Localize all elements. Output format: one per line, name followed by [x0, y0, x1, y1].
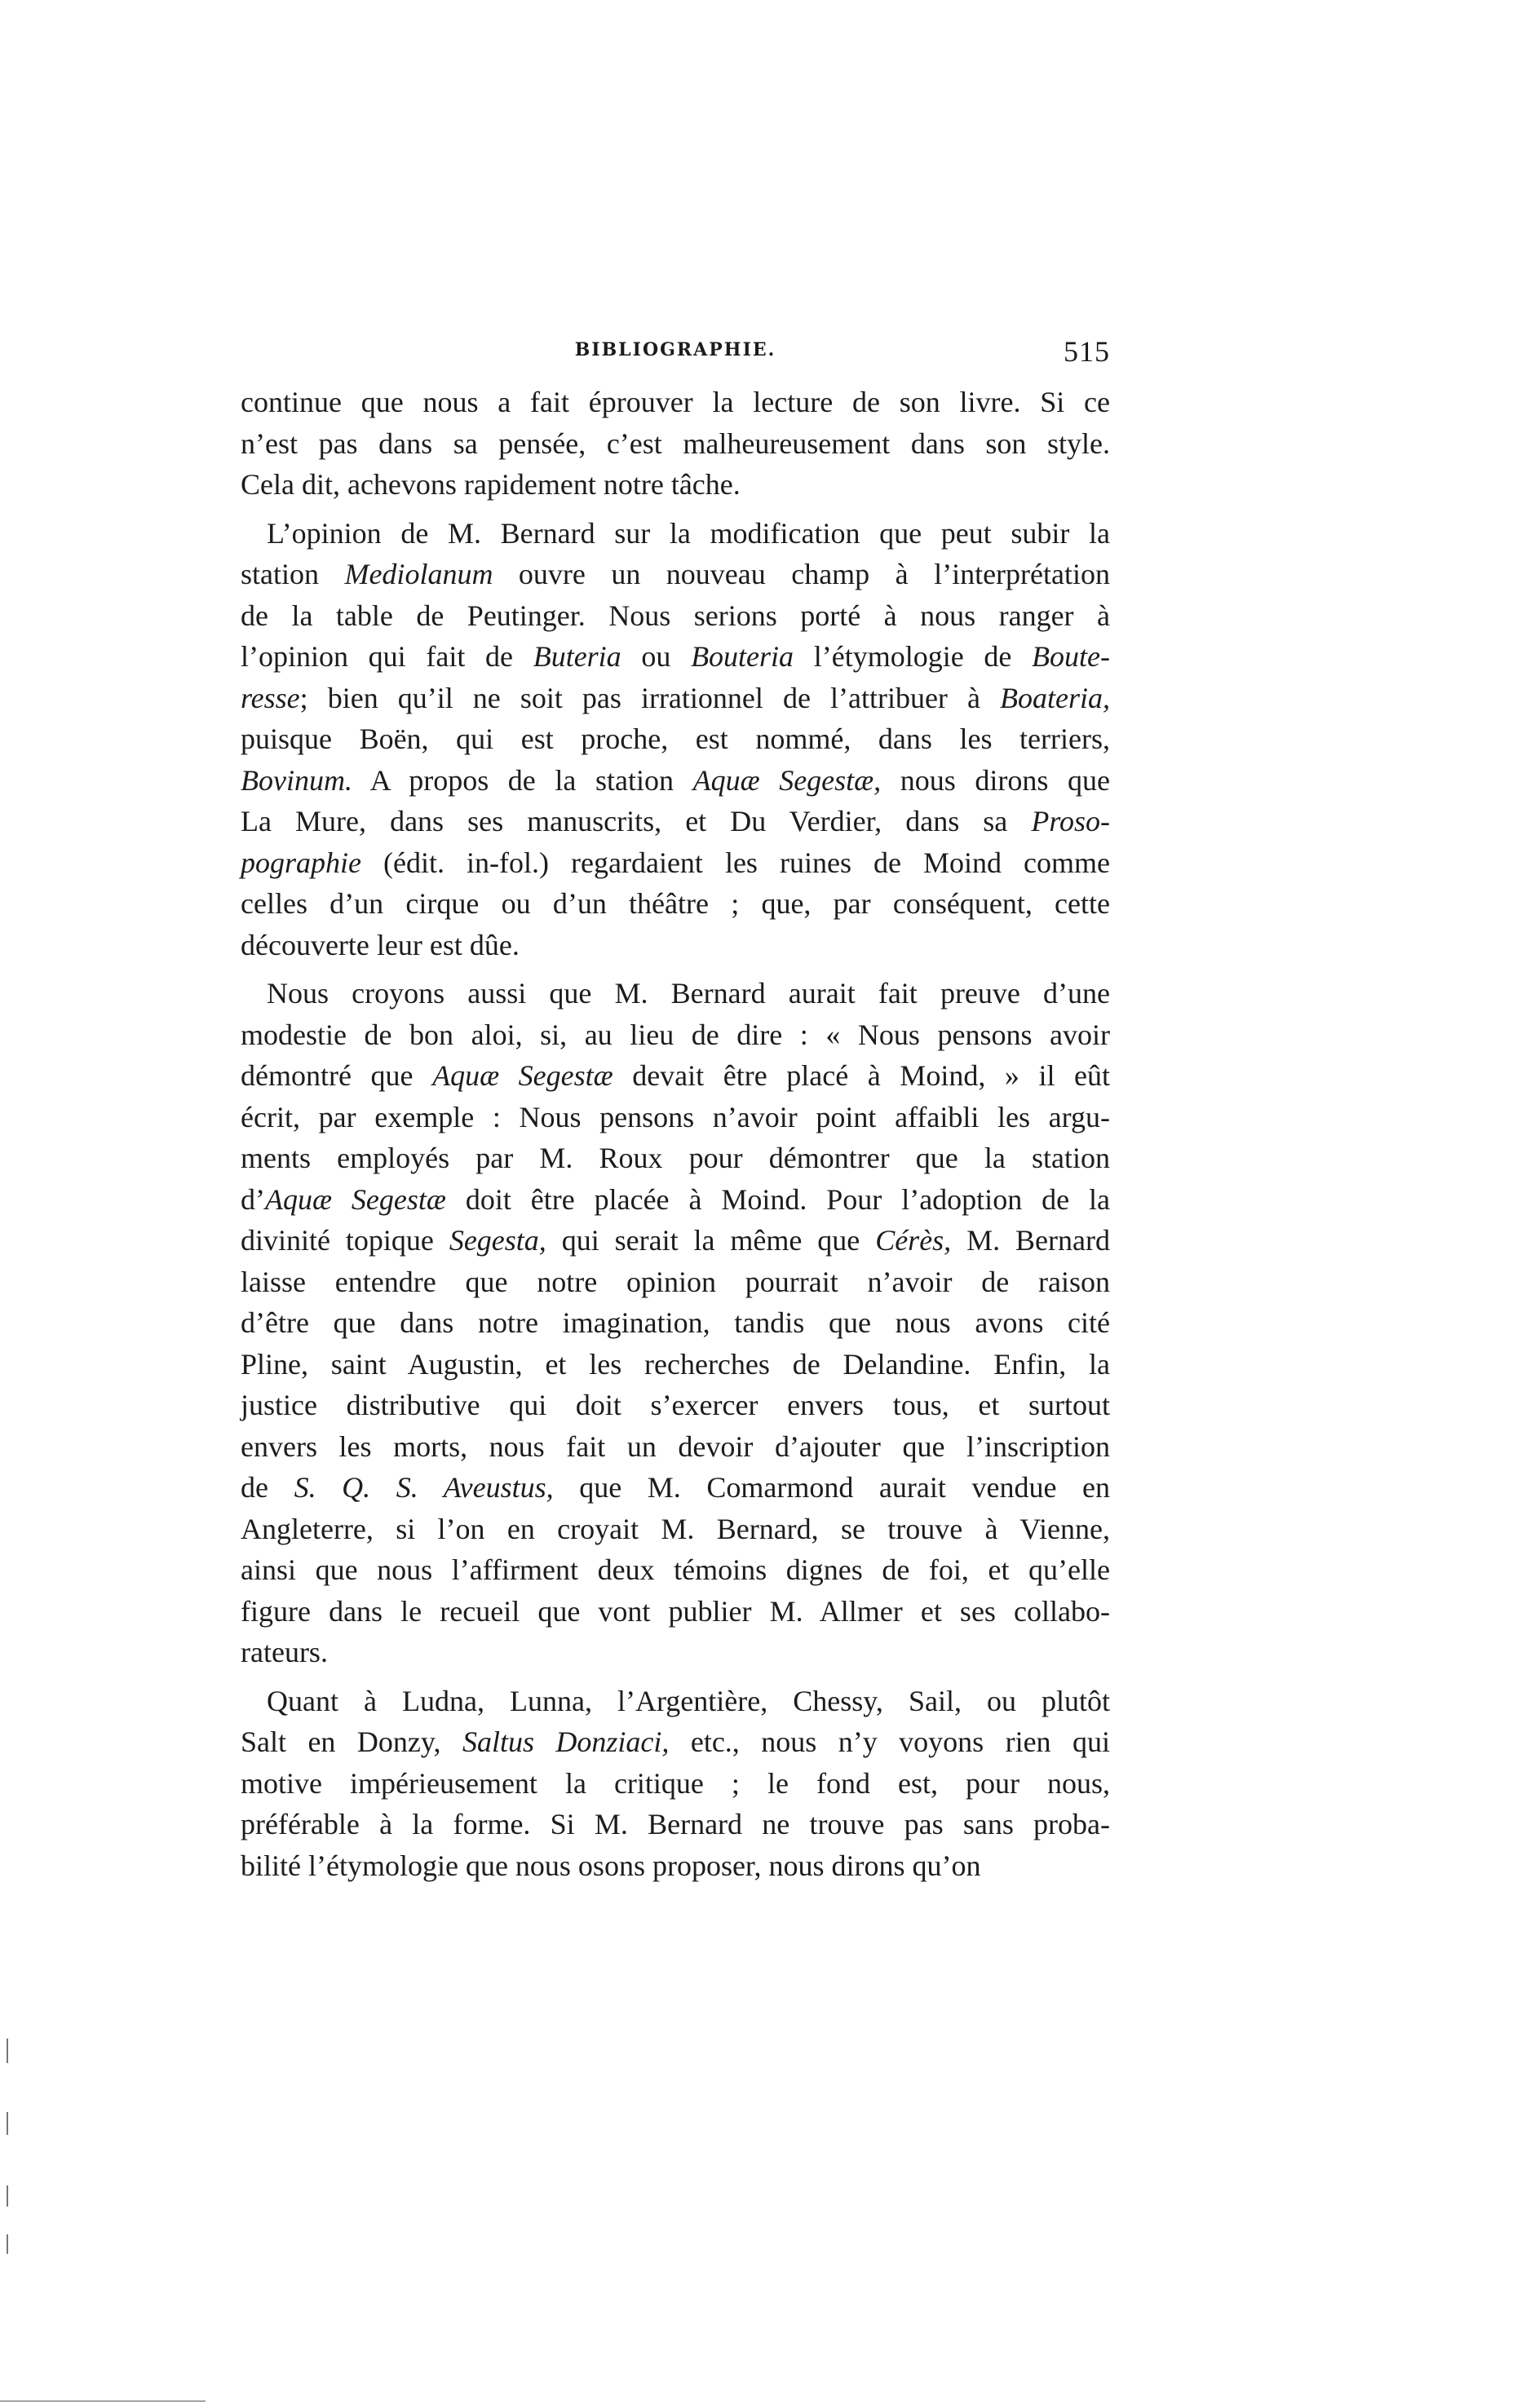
text-line [241, 636, 1110, 678]
text-segment: Salt en Donzy, [241, 1725, 462, 1758]
text-segment: Pline, saint Augustin, et les recherches de Delandine. Enfin, la [241, 1347, 1110, 1381]
text-segment: Angleterre, si l’on en croyait M. Bernard, se trouve à Vienne, [241, 1512, 1110, 1545]
text-line [241, 1302, 1110, 1344]
text-line [241, 382, 1110, 423]
italic-text: Segesta, [449, 1224, 546, 1257]
text-line [241, 842, 1110, 884]
italic-text: resse [241, 681, 300, 714]
text-line [241, 1845, 1110, 1887]
text-segment: d’être que dans notre imagination, tandis que nous avons cité [241, 1306, 1110, 1339]
text-line [241, 423, 1110, 465]
text-segment: divinité topique [241, 1224, 449, 1257]
italic-text: Bouteria [691, 640, 794, 673]
text-segment: Cela dit, achevons rapidement notre tâche. [241, 468, 741, 501]
italic-text: Boateria, [1000, 681, 1110, 714]
text-line [241, 1179, 1110, 1221]
text-line [241, 1721, 1110, 1763]
text-segment: justice distributive qui doit s’exercer envers tous, et surtout [241, 1389, 1110, 1421]
text-line [241, 973, 1110, 1014]
paragraph [241, 382, 1110, 506]
margin-tick [7, 2039, 8, 2063]
running-title: BIBLIOGRAPHIE. [574, 339, 776, 360]
text-segment: A propos de la station [352, 763, 693, 797]
text-segment: que M. Comarmond aurait vendue en [553, 1471, 1110, 1504]
text-line [241, 1344, 1110, 1385]
text-segment: La Mure, dans ses manuscrits, et Du Verdier, dans sa [241, 805, 1032, 837]
text-segment: Quant à Ludna, Lunna, l’Argentière, Chessy, Sail, ou plutôt [267, 1684, 1110, 1717]
italic-text: Buteria [533, 640, 621, 673]
text-line [241, 1426, 1110, 1468]
text-segment: envers les morts, nous fait un devoir d’ajouter que l’inscription [241, 1429, 1110, 1463]
text-segment: ainsi que nous l’affirment deux témoins dignes de foi, et qu’elle [241, 1553, 1110, 1586]
margin-tick [7, 2234, 8, 2254]
text-segment: démontré que [241, 1059, 433, 1092]
margin-tick [7, 2185, 8, 2207]
text-line [241, 1509, 1110, 1550]
italic-text: Saltus Donziaci, [462, 1725, 670, 1758]
text-line [241, 1138, 1110, 1179]
text-line [241, 678, 1110, 719]
text-segment: nous dirons que [881, 763, 1110, 797]
text-line [241, 1591, 1110, 1633]
text-line [241, 1467, 1110, 1509]
text-segment: L’opinion de M. Bernard sur la modification que peut subir la [267, 516, 1110, 550]
text-segment: ouvre un nouveau champ à l’interprétation [493, 558, 1110, 590]
italic-text: Mediolanum [344, 558, 493, 590]
page-number: 515 [1064, 335, 1110, 368]
text-segment: etc., nous n’y voyons rien qui [669, 1725, 1110, 1758]
text-segment: préférable à la forme. Si M. Bernard ne trouve pas sans proba- [241, 1808, 1110, 1840]
text-segment: (édit. in-fol.) regardaient les ruines de Moind comme [361, 846, 1110, 879]
italic-text: Aquæ Segestæ [432, 1059, 613, 1092]
text-line [241, 801, 1110, 842]
text-line [241, 464, 1110, 506]
text-segment: de [241, 1471, 294, 1504]
text-segment: devait être placé à Moind, » il eût [613, 1059, 1111, 1092]
text-line [241, 513, 1110, 555]
paragraph [241, 1681, 1110, 1887]
text-line [241, 1261, 1110, 1303]
text-segment: station [241, 558, 345, 590]
body-text [241, 382, 1110, 1964]
paragraph [241, 513, 1110, 966]
italic-text: S. Q. S. Aveustus, [294, 1471, 554, 1504]
text-line [241, 760, 1110, 802]
text-segment: n’est pas dans sa pensée, c’est malheureusement dans son style. [241, 426, 1110, 460]
paragraph-gap [241, 1673, 1110, 1681]
text-segment: figure dans le recueil que vont publier M. Allmer et ses collabo- [241, 1594, 1110, 1628]
paragraph-gap [241, 506, 1110, 513]
italic-text: Proso- [1031, 805, 1110, 837]
text-segment: découverte leur est dûe. [241, 928, 520, 961]
text-segment: l’étymologie de [794, 640, 1033, 673]
paragraph-gap [241, 965, 1110, 973]
text-segment: ments employés par M. Roux pour démontrer que la station [241, 1142, 1110, 1174]
text-line [241, 1097, 1110, 1138]
text-line [241, 1632, 1110, 1673]
text-segment: celles d’un cirque ou d’un théâtre ; que, par conséquent, cette [241, 887, 1110, 920]
italic-text: Boute- [1032, 640, 1111, 673]
margin-scan-marks [0, 1990, 33, 2267]
italic-text: Bovinum. [241, 763, 352, 797]
text-line [241, 925, 1110, 966]
italic-text: Cérès, [875, 1224, 952, 1257]
text-segment: d’ [241, 1182, 265, 1216]
italic-text: Aquæ Segestæ, [692, 763, 882, 797]
text-segment: M. Bernard [951, 1224, 1110, 1257]
text-segment: ou [621, 640, 692, 673]
text-segment: continue que nous a fait éprouver la lecture de son livre. Si ce [241, 386, 1110, 418]
text-segment: qui serait la même que [546, 1224, 876, 1257]
text-line [241, 595, 1110, 637]
text-line [241, 883, 1110, 925]
text-line [241, 1220, 1110, 1261]
text-line [241, 1385, 1110, 1426]
paragraph [241, 973, 1110, 1673]
text-line [241, 1763, 1110, 1805]
text-segment: l’opinion qui fait de [241, 640, 533, 673]
text-line [241, 1681, 1110, 1722]
italic-text: Aquæ Segestæ [265, 1182, 446, 1216]
text-segment: doit être placée à Moind. Pour l’adoption de la [445, 1182, 1110, 1216]
text-segment: motive impérieusement la critique ; le fond est, pour nous, [241, 1766, 1110, 1800]
text-segment: puisque Boën, qui est proche, est nommé, dans les terriers, [241, 722, 1110, 755]
text-segment: bilité l’étymologie que nous osons proposer, nous dirons qu’on [241, 1849, 981, 1882]
text-line [241, 1055, 1110, 1097]
text-segment: écrit, par exemple : Nous pensons n’avoir point affaibli les argu- [241, 1100, 1110, 1133]
margin-tick [7, 2112, 8, 2135]
text-segment: Nous croyons aussi que M. Bernard aurait fait preuve d’une [267, 977, 1110, 1010]
text-segment: laisse entendre que notre opinion pourrait n’avoir de raison [241, 1265, 1110, 1298]
text-line [241, 1014, 1110, 1056]
text-line [241, 1549, 1110, 1591]
text-line [241, 1804, 1110, 1845]
text-segment: rateurs. [241, 1636, 328, 1668]
text-segment: modestie de bon aloi, si, au lieu de dire : « Nous pensons avoir [241, 1018, 1110, 1051]
text-segment: de la table de Peutinger. Nous serions porté à nous ranger à [241, 599, 1110, 632]
text-line [241, 554, 1110, 595]
running-head [241, 334, 1110, 370]
italic-text: pographie [241, 846, 361, 879]
text-line [241, 718, 1110, 760]
text-segment: ; bien qu’il ne soit pas irrationnel de l’attribuer à [299, 681, 1001, 714]
